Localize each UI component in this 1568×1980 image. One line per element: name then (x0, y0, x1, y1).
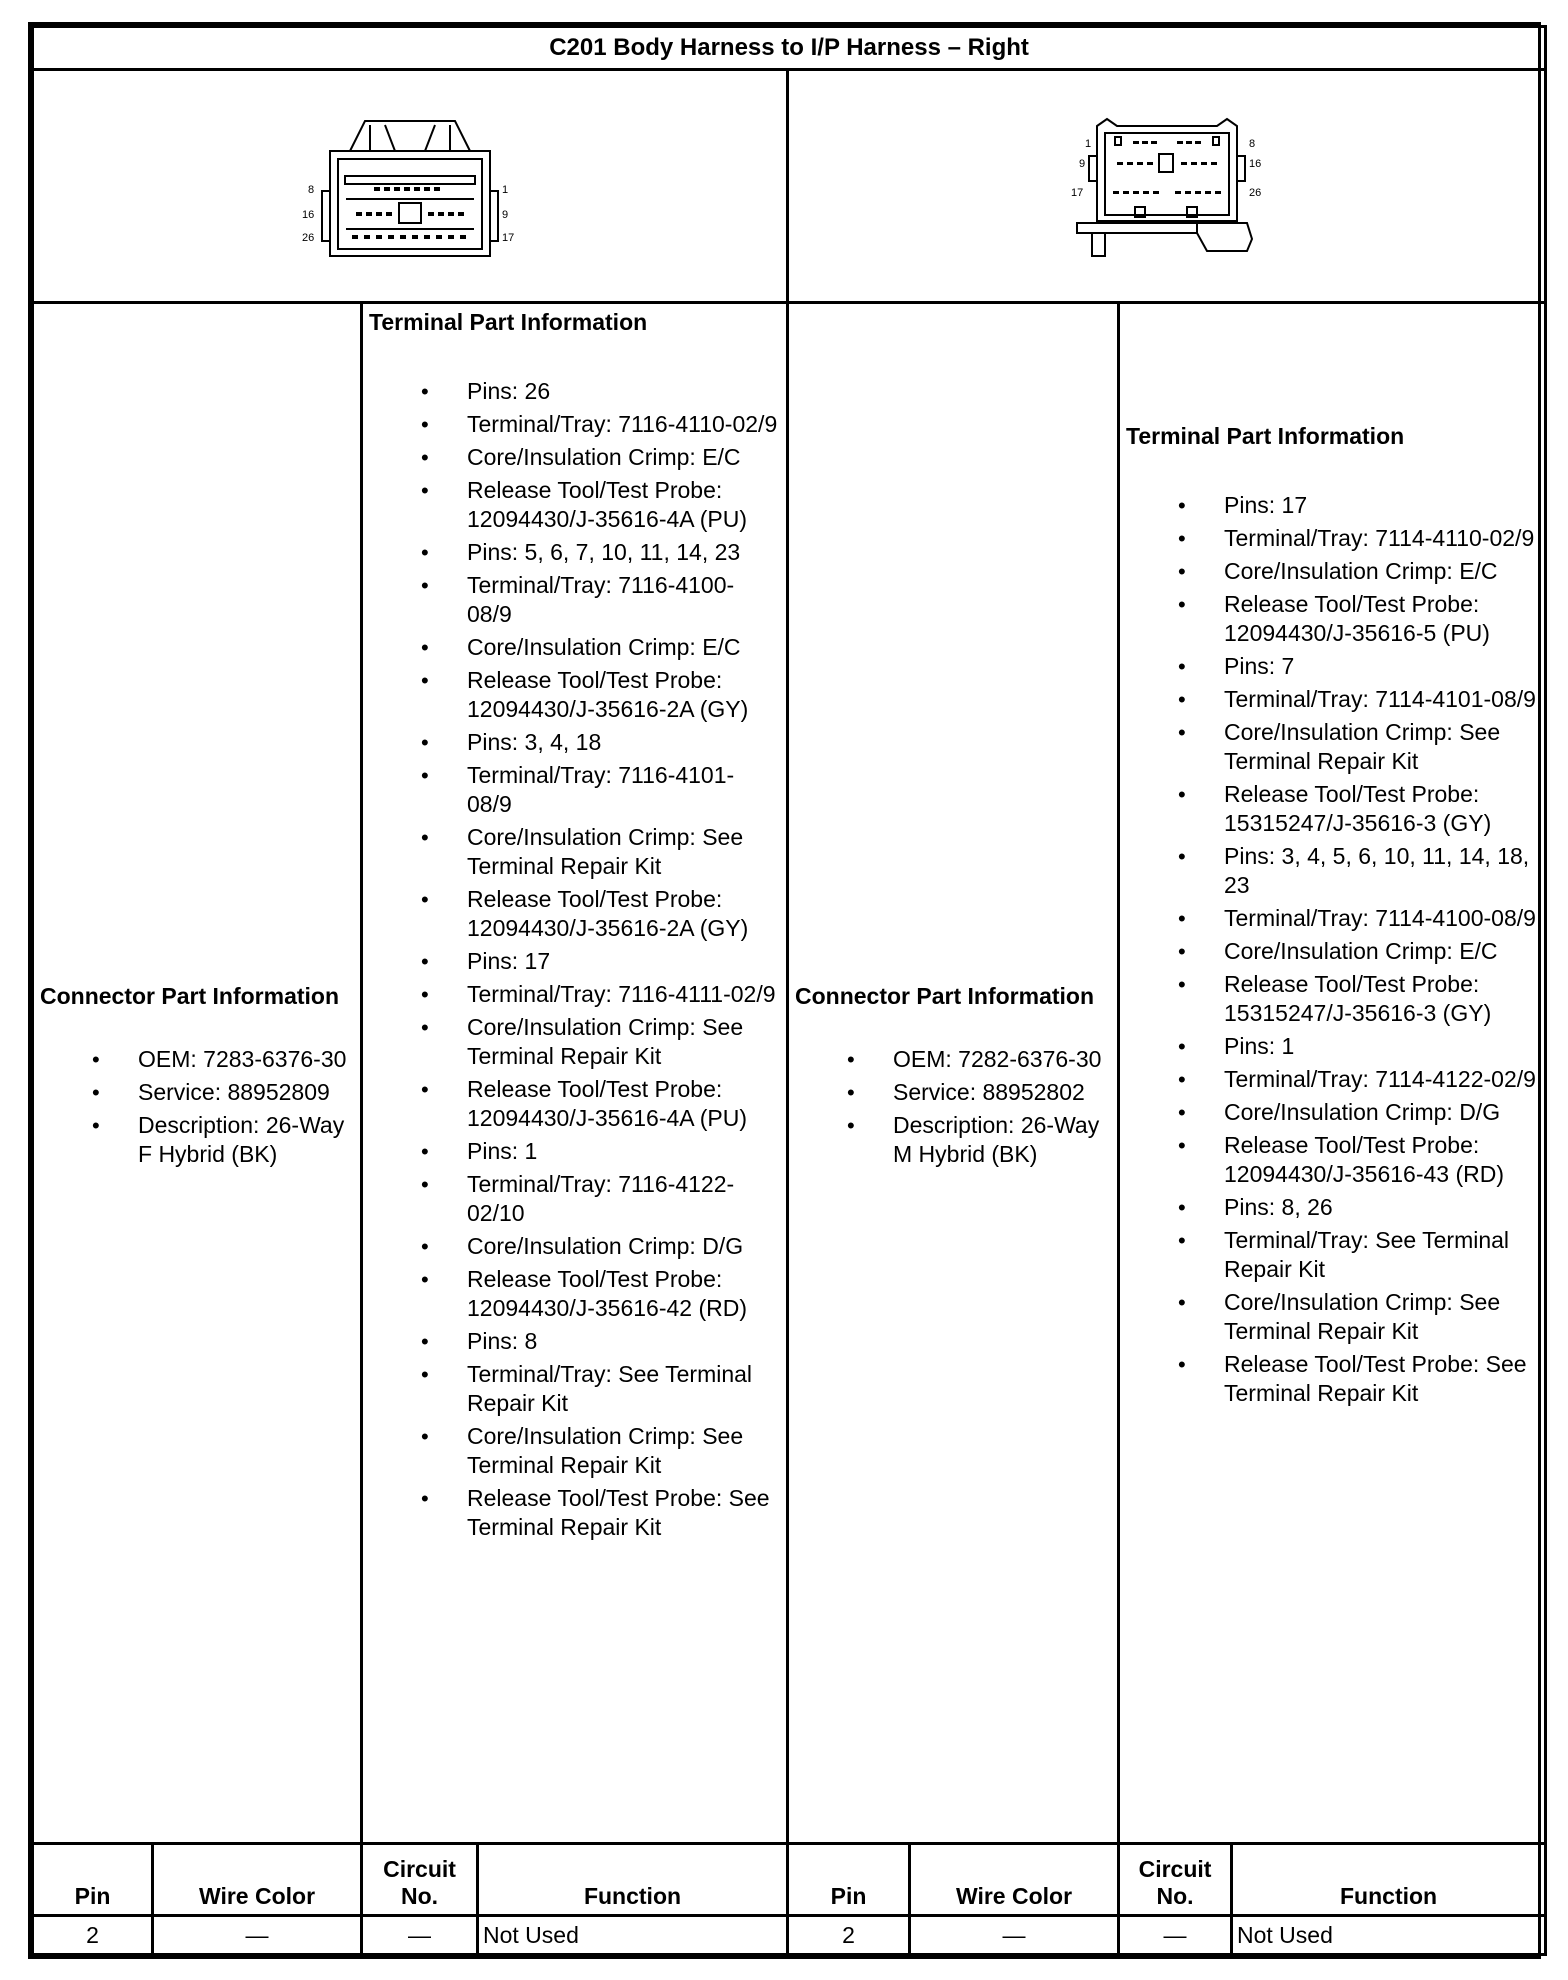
header-circuit-no: Circuit No. (362, 1844, 478, 1916)
right-terminal-groups (1224, 491, 1536, 1408)
pin-label-17: 17 (502, 232, 515, 244)
connector-info-list (138, 1045, 352, 1169)
terminal-group (467, 538, 778, 724)
pins: • Pins: 7 (1224, 652, 1536, 681)
wire-color-cell: — (910, 1916, 1119, 1955)
pins: • Pins: 5, 6, 7, 10, 11, 14, 23 (467, 538, 778, 567)
wire-color-cell: — (153, 1916, 362, 1955)
terminal-info-heading: Terminal Part Information (369, 309, 648, 335)
terminal-group (1224, 491, 1536, 648)
crimp: • Core/Insulation Crimp: E/C (1224, 557, 1536, 586)
crimp: • Core/Insulation Crimp: D/G (1224, 1098, 1536, 1127)
terminal-group (467, 947, 778, 1133)
connector-description: • Description: 26-Way M Hybrid (BK) (893, 1111, 1109, 1169)
pins: • Pins: 3, 4, 5, 6, 10, 11, 14, 18, 23 (1224, 842, 1536, 900)
page-title: C201 Body Harness to I/P Harness – Right (33, 27, 1546, 70)
pins: • Pins: 8, 26 (1224, 1193, 1536, 1222)
crimp: • Core/Insulation Crimp: E/C (467, 443, 778, 472)
terminal-tray: • Terminal/Tray: 7114-4110-02/9 (1224, 524, 1536, 553)
header-circuit-no: Circuit No. (1119, 1844, 1232, 1916)
terminal-group (1224, 842, 1536, 1028)
left-terminal-part-info (362, 303, 788, 1844)
terminal-tray: • Terminal/Tray: 7114-4100-08/9 (1224, 904, 1536, 933)
connector-info-heading: Connector Part Information (40, 982, 340, 1009)
connector-info-list (893, 1045, 1109, 1169)
terminal-tray: • Terminal/Tray: 7116-4110-02/9 (467, 410, 778, 439)
release-tool: • Release Tool/Test Probe: 12094430/J-35616-2A (GY) (467, 885, 778, 943)
table-row (33, 1916, 1546, 1955)
release-tool: • Release Tool/Test Probe: 12094430/J-35616-42 (RD) (467, 1265, 778, 1323)
release-tool: • Release Tool/Test Probe: 12094430/J-35616-4A (PU) (467, 1075, 778, 1133)
crimp: • Core/Insulation Crimp: See Terminal Repair Kit (1224, 1288, 1536, 1346)
crimp: • Core/Insulation Crimp: See Terminal Repair Kit (1224, 718, 1536, 776)
pins: • Pins: 1 (1224, 1032, 1536, 1061)
release-tool: • Release Tool/Test Probe: See Terminal Repair Kit (1224, 1350, 1536, 1408)
left-connector-part-info (33, 303, 362, 1844)
terminal-group (467, 377, 778, 534)
right-terminal-part-info (1119, 303, 1546, 1844)
release-tool: • Release Tool/Test Probe: 12094430/J-35616-43 (RD) (1224, 1131, 1536, 1189)
terminal-group (1224, 1032, 1536, 1189)
right-connector-part-info (788, 303, 1119, 1844)
crimp: • Core/Insulation Crimp: E/C (467, 633, 778, 662)
terminal-info-heading: Terminal Part Information (1126, 423, 1405, 449)
terminal-tray: • Terminal/Tray: 7116-4122-02/10 (467, 1170, 778, 1228)
terminal-tray: • Terminal/Tray: See Terminal Repair Kit (1224, 1226, 1536, 1284)
release-tool: • Release Tool/Test Probe: 12094430/J-35616-4A (PU) (467, 476, 778, 534)
terminal-tray: • Terminal/Tray: 7116-4101-08/9 (467, 761, 778, 819)
pins: • Pins: 1 (467, 1137, 778, 1166)
header-function: Function (478, 1844, 788, 1916)
oem-number: • OEM: 7282-6376-30 (893, 1045, 1109, 1074)
pin-label-1: 1 (1084, 138, 1091, 150)
terminal-tray: • Terminal/Tray: 7116-4100-08/9 (467, 571, 778, 629)
pin-label-8: 8 (1248, 138, 1255, 150)
pin-cell: 2 (33, 1916, 153, 1955)
terminal-group (467, 1327, 778, 1542)
left-terminal-groups (467, 377, 778, 1542)
pins: • Pins: 26 (467, 377, 778, 406)
male-connector-diagram (788, 70, 1546, 303)
connector-end-view-sheet (28, 22, 1541, 1959)
pin-label-8: 8 (308, 184, 315, 196)
terminal-group (1224, 1193, 1536, 1408)
release-tool: • Release Tool/Test Probe: 12094430/J-35616-5 (PU) (1224, 590, 1536, 648)
release-tool: • Release Tool/Test Probe: See Terminal Repair Kit (467, 1484, 778, 1542)
release-tool: • Release Tool/Test Probe: 15315247/J-35616-3 (GY) (1224, 970, 1536, 1028)
connector-info-heading: Connector Part Information (795, 982, 1095, 1009)
pins: • Pins: 17 (467, 947, 778, 976)
circuit-cell: — (362, 1916, 478, 1955)
crimp: • Core/Insulation Crimp: See Terminal Repair Kit (467, 823, 778, 881)
release-tool: • Release Tool/Test Probe: 12094430/J-35616-2A (GY) (467, 666, 778, 724)
pins: • Pins: 17 (1224, 491, 1536, 520)
header-wire-color: Wire Color (910, 1844, 1119, 1916)
pin-cell: 2 (788, 1916, 910, 1955)
male-connector-drawing (1047, 111, 1287, 261)
crimp: • Core/Insulation Crimp: D/G (467, 1232, 778, 1261)
crimp: • Core/Insulation Crimp: See Terminal Repair Kit (467, 1013, 778, 1071)
function-cell: Not Used (478, 1916, 788, 1955)
terminal-group (1224, 652, 1536, 838)
terminal-tray: • Terminal/Tray: See Terminal Repair Kit (467, 1360, 778, 1418)
circuit-cell: — (1119, 1916, 1232, 1955)
release-tool: • Release Tool/Test Probe: 15315247/J-35616-3 (GY) (1224, 780, 1536, 838)
header-pin: Pin (788, 1844, 910, 1916)
terminal-group (467, 728, 778, 943)
terminal-group (467, 1137, 778, 1323)
header-function: Function (1232, 1844, 1546, 1916)
terminal-tray: • Terminal/Tray: 7114-4122-02/9 (1224, 1065, 1536, 1094)
terminal-tray: • Terminal/Tray: 7116-4111-02/9 (467, 980, 778, 1009)
female-connector-drawing (290, 111, 530, 261)
crimp: • Core/Insulation Crimp: E/C (1224, 937, 1536, 966)
connector-table (31, 25, 1547, 1956)
pin-label-16: 16 (302, 209, 315, 221)
header-pin: Pin (33, 1844, 153, 1916)
service-number: • Service: 88952802 (893, 1078, 1109, 1107)
pins: • Pins: 3, 4, 18 (467, 728, 778, 757)
function-cell: Not Used (1232, 1916, 1546, 1955)
pin-label-9: 9 (1078, 158, 1085, 170)
pins: • Pins: 8 (467, 1327, 778, 1356)
pin-label-26: 26 (302, 232, 315, 244)
female-connector-diagram (33, 70, 788, 303)
oem-number: • OEM: 7283-6376-30 (138, 1045, 352, 1074)
terminal-tray: • Terminal/Tray: 7114-4101-08/9 (1224, 685, 1536, 714)
pin-label-16: 16 (1248, 158, 1261, 170)
pinout-header-row (33, 1844, 1546, 1916)
pin-label-9: 9 (502, 209, 509, 221)
pin-label-26: 26 (1248, 187, 1261, 199)
pin-label-17: 17 (1070, 187, 1083, 199)
service-number: • Service: 88952809 (138, 1078, 352, 1107)
connector-description: • Description: 26-Way F Hybrid (BK) (138, 1111, 352, 1169)
pin-label-1: 1 (502, 184, 509, 196)
header-wire-color: Wire Color (153, 1844, 362, 1916)
crimp: • Core/Insulation Crimp: See Terminal Repair Kit (467, 1422, 778, 1480)
